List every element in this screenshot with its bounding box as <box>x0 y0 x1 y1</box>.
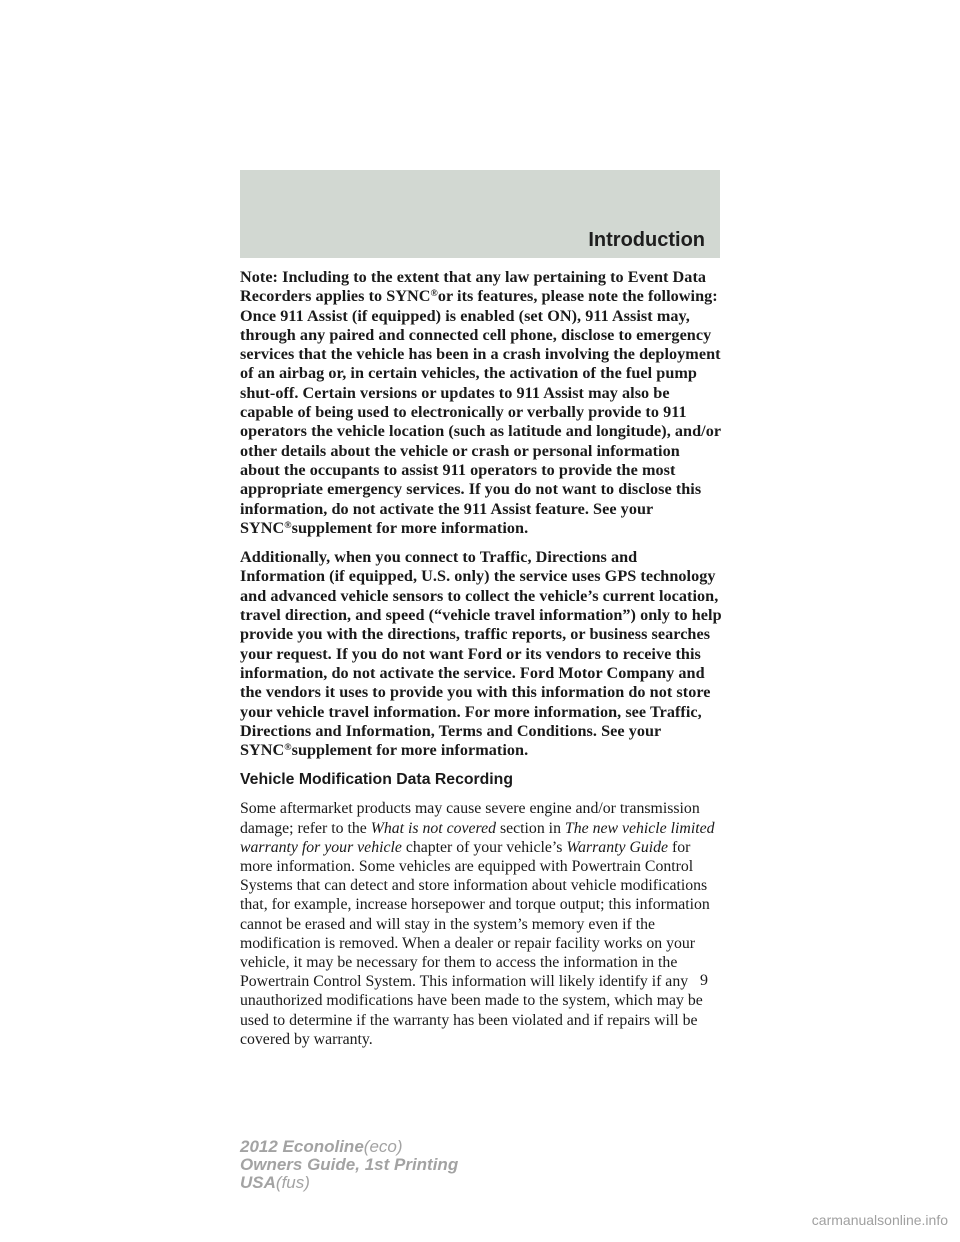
event-data-note-paragraph: Note: Including to the extent that any law pertaining to Event Data Recorders applies to SYNC®or its features, please note the following: Once 911 Assist (if equipped) is enabled (set ON), 911 Assist may, through any paired and connected cell phone, disclose to emergency services that the vehicle has been in a crash involving the deployment of an airbag or, in certain vehicles, the activation of the fuel pump shut-off. Certain versions or updates to 911 Assist may also be capable of being used to electronically or verbally provide to 911 operators the vehicle location (such as latitude and longitude), and/or other details about the vehicle or crash or personal information about the occupants to assist 911 operators to provide the most appropriate emergency services. If you do not want to disclose this information, do not activate the 911 Assist feature. See your SYNC®supplement for more information. <box>240 268 721 537</box>
registered-mark: ® <box>284 742 292 754</box>
footer-region: USA <box>240 1173 276 1192</box>
registered-mark: ® <box>430 288 438 300</box>
footer-edition-info <box>240 1138 458 1192</box>
modification-body-paragraph: Some aftermarket products may cause severe engine and/or transmission damage; refer to the What is not covered section in The new vehicle limited warranty for your vehicle chapter of your vehicle’s Warranty Guide for more information. Some vehicles are equipped with Powertrain Control Systems that can detect and store information about vehicle modifications that, for example, increase horsepower and torque output; this information cannot be erased and will stay in the system’s memory even if the modification is removed. When a dealer or repair facility works on your vehicle, it may be necessary for them to access the information in the Powertrain Control System. This information will likely identify if any unauthorized modifications have been made to the system, which may be used to determine if the warranty has been violated and if repairs will be covered by warranty. <box>240 800 715 1048</box>
footer-model: 2012 Econoline <box>240 1137 364 1156</box>
page-content <box>240 268 722 1049</box>
footer-guide: Owners Guide, 1st Printing <box>240 1155 459 1174</box>
footer-model-code: (eco) <box>363 1137 403 1156</box>
reference-new-vehicle-warranty: The new vehicle limited warranty for your vehicle <box>240 819 715 856</box>
section-heading: Vehicle Modification Data Recording <box>240 771 513 789</box>
footer-region-code: (fus) <box>275 1173 310 1192</box>
traffic-directions-paragraph: Additionally, when you connect to Traffic, Directions and Information (if equipped, U.S. only) the service uses GPS technology and advanced vehicle sensors to collect the vehicle’s current location, travel direction, and speed (“vehicle travel information”) only to help provide you with the directions, traffic reports, or business searches your request. If you do not want Ford or its vendors to receive this information, do not activate the service. Ford Motor Company and the vendors it uses to provide you with this information do not store your vehicle travel information. For more information, see Traffic, Directions and Information, Terms and Conditions. See your SYNC®supplement for more information. <box>240 548 722 760</box>
section-title: Introduction <box>588 229 705 251</box>
page-number: 9 <box>700 972 708 989</box>
header-band <box>240 170 720 258</box>
reference-warranty-guide: Warranty Guide <box>566 838 669 856</box>
registered-mark: ® <box>284 520 292 531</box>
watermark: carmanualsonline.info <box>811 1212 948 1228</box>
reference-what-not-covered: What is not covered <box>370 819 497 837</box>
